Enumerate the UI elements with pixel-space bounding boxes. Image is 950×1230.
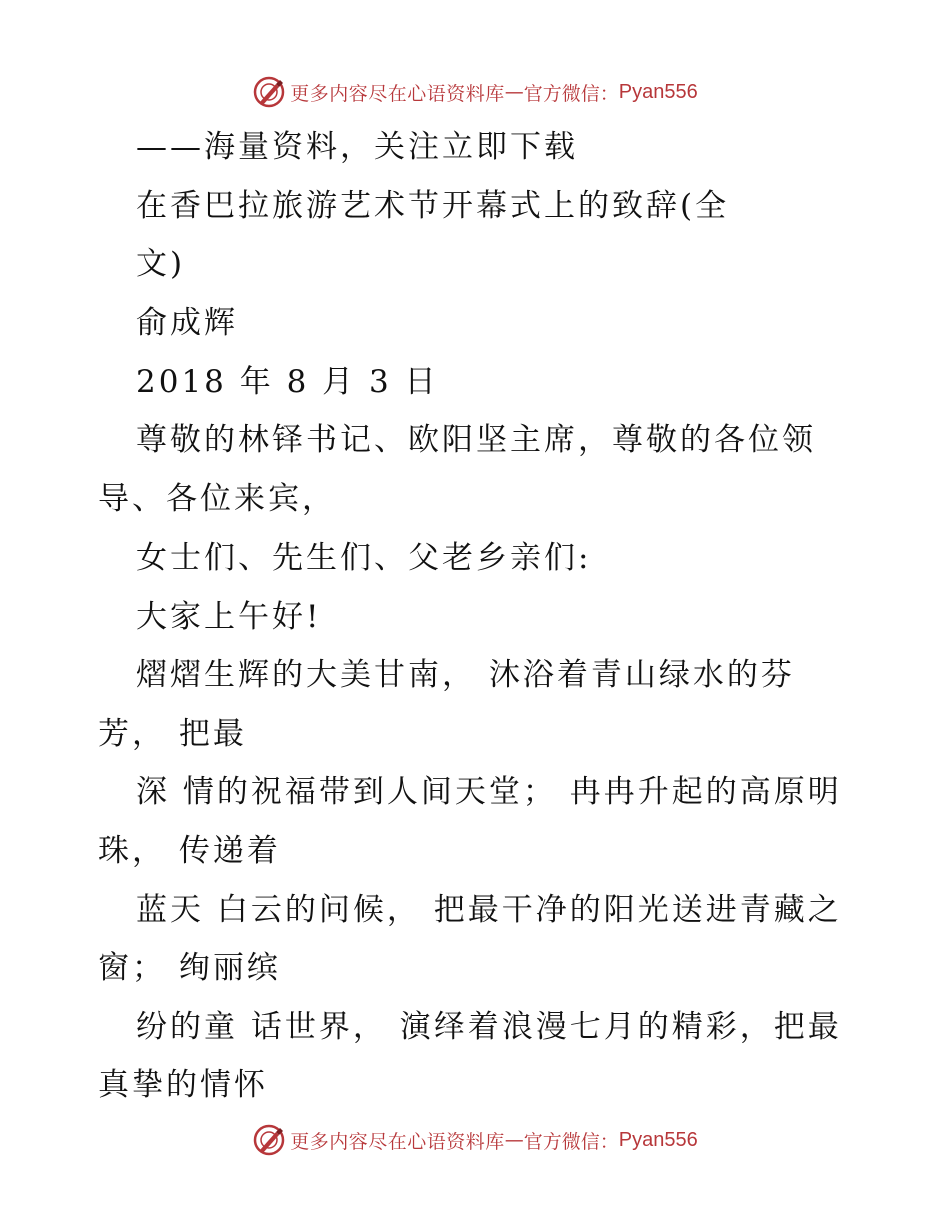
doc-line-greeting-3: 女士们、先生们、父老乡亲们: — [136, 540, 592, 576]
doc-line-download-notice: ——海量资料，关注立即下载 — [136, 129, 578, 165]
doc-line-greeting-1: 尊敬的林铎书记、欧阳坚主席，尊敬的各位领 — [136, 422, 816, 458]
watermark-site-text: 更多内容尽在心语资料库 — [290, 82, 505, 105]
doc-line-date: 2018 年 8 月 3 日 — [136, 364, 439, 400]
watermark-site-text: 更多内容尽在心语资料库 — [290, 1130, 505, 1153]
watermark-dash: — — [504, 1129, 524, 1151]
doc-line-body-4: 珠， 传递着 — [98, 833, 281, 869]
header-watermark — [0, 72, 950, 112]
doc-line-body-1: 熠熠生辉的大美甘南， 沐浴着青山绿水的芬 — [136, 657, 795, 693]
doc-line-good-morning: 大家上午好! — [136, 599, 322, 635]
watermark-dash: — — [504, 81, 524, 103]
doc-line-body-5: 蓝天 白云的问候， 把最干净的阳光送进青藏之 — [136, 892, 842, 928]
doc-line-title-part2: 文) — [136, 246, 186, 282]
doc-line-body-2: 芳， 把最 — [98, 716, 247, 752]
watermark-wechat-id: Pyan556 — [618, 80, 698, 103]
doc-line-author: 俞成辉 — [136, 305, 238, 341]
pen-logo-icon — [252, 75, 286, 109]
doc-line-title-part1: 在香巴拉旅游艺术节开幕式上的致辞(全 — [136, 188, 730, 224]
watermark-wechat-label: 官方微信： — [523, 82, 619, 105]
doc-line-body-7: 纷的童 话世界， 演绎着浪漫七月的精彩，把最 — [136, 1009, 842, 1045]
doc-line-body-3: 深 情的祝福带到人间天堂； 冉冉升起的高原明 — [136, 774, 842, 810]
watermark-wechat-id: Pyan556 — [618, 1128, 698, 1151]
doc-line-body-6: 窗； 绚丽缤 — [98, 950, 281, 986]
doc-line-body-8: 真挚的情怀 — [98, 1067, 268, 1103]
doc-line-greeting-2: 导、各位来宾， — [98, 481, 336, 517]
pen-logo-icon — [252, 1123, 286, 1157]
watermark-wechat-label: 官方微信： — [523, 1130, 619, 1153]
footer-watermark — [0, 1120, 950, 1160]
